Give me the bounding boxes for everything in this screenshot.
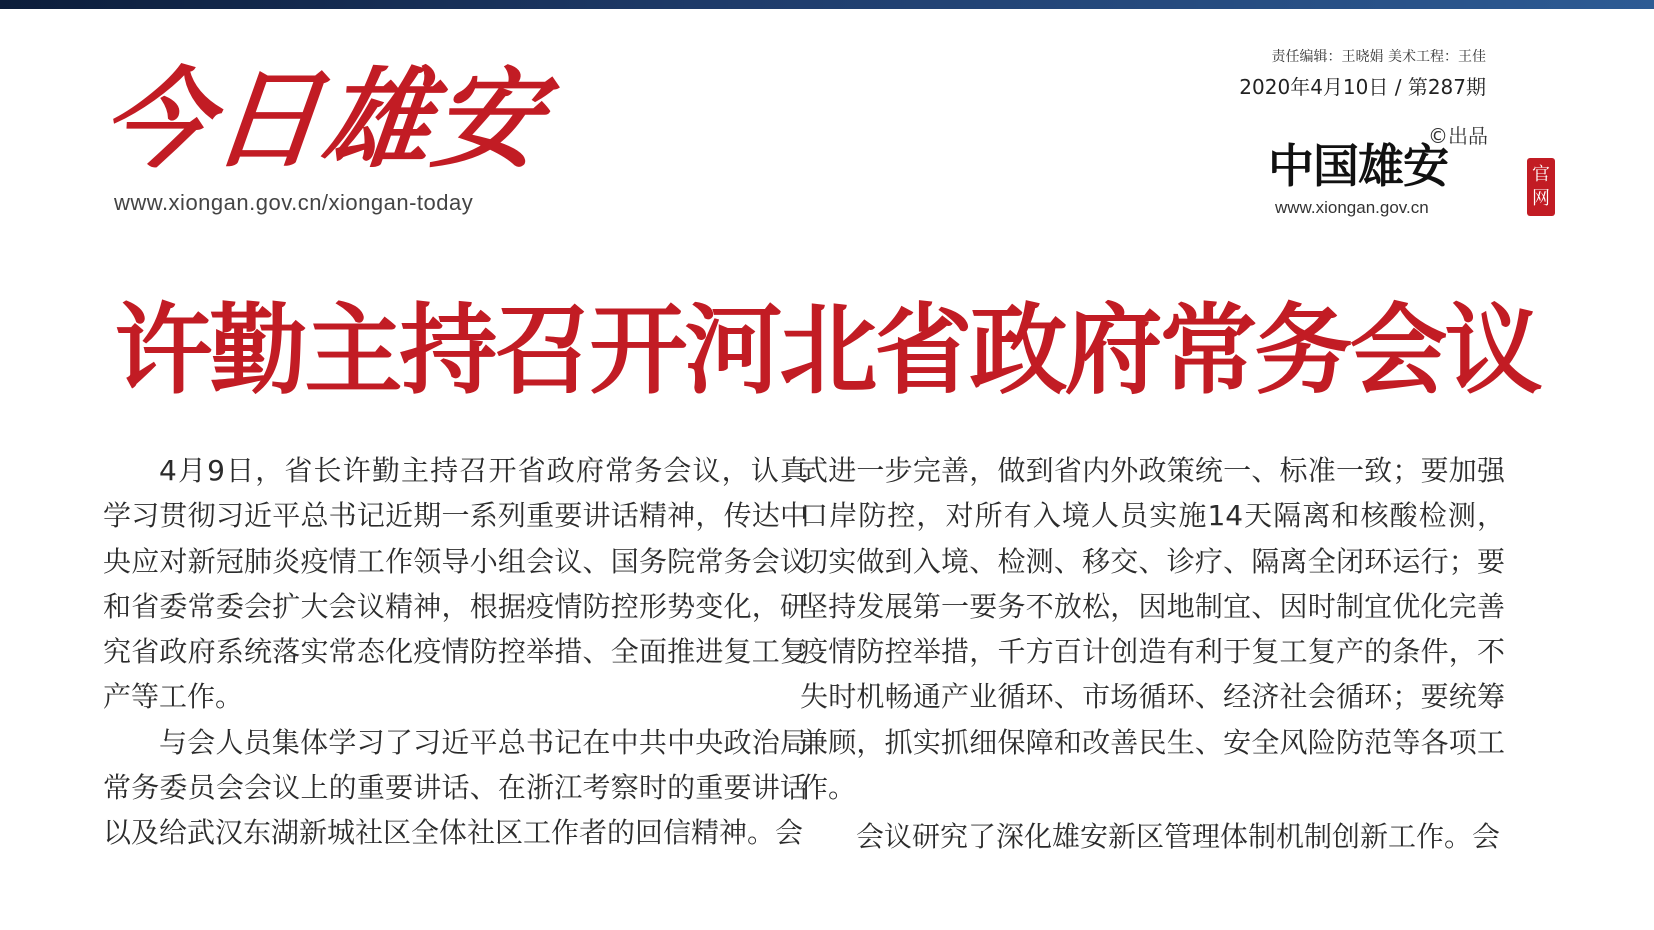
paragraph: 4月9日，省长许勤主持召开省政府常务会议，认真学习贯彻习近平总书记近期一系列重要讲话精神，传达中央应对新冠肺炎疫情工作领导小组会议、国务院常务会议和省委常委会扩大会议精神，根据疫情防控形势变化，研究省政府系统落实常态化疫情防控举措、全面推进复工复产等工作。 [103,454,808,714]
producer-label: ©出品 [1428,124,1488,148]
portal-logo: 中国雄安 [1268,139,1448,193]
top-decorative-bar [0,0,1654,9]
paragraph-continued: 式进一步完善，做到省内外政策统一、标准一致；要加强口岸防控，对所有入境人员实施14天隔离和核酸检测，切实做到入境、检测、移交、诊疗、隔离全闭环运行；要坚持发展第一要务不放松，因地制宜、因时制宜优化完善疫情防控举措，千方百计创造有利于复工复产的条件，不失时机畅通产业循环、市场循环、经济社会循环；要统筹兼顾，抓实抓细保障和改善民生、安全风险防范等各项工作。 [800,454,1505,805]
article-column-right [800,448,1505,860]
masthead-logo: 今日雄安 [96,57,550,183]
paragraph: 会议研究了深化雄安新区管理体制机制创新工作。会 [856,820,1501,854]
issue-date: 2020年4月10日 / 第287期 [1239,75,1486,99]
article-column-left [103,448,808,856]
portal-seal-icon: 官网 [1527,158,1555,216]
masthead-url: www.xiongan.gov.cn/xiongan-today [114,190,474,215]
paragraph: 与会人员集体学习了习近平总书记在中共中央政治局常务委员会会议上的重要讲话、在浙江考察时的重要讲话以及给武汉东湖新城社区全体社区工作者的回信精神。会 [103,725,808,850]
editor-credits: 责任编辑：王晓娟 美术工程：王佳 [1271,49,1486,65]
portal-url: www.xiongan.gov.cn [1275,198,1429,217]
article-headline: 许勤主持召开河北省政府常务会议 [114,293,1540,408]
